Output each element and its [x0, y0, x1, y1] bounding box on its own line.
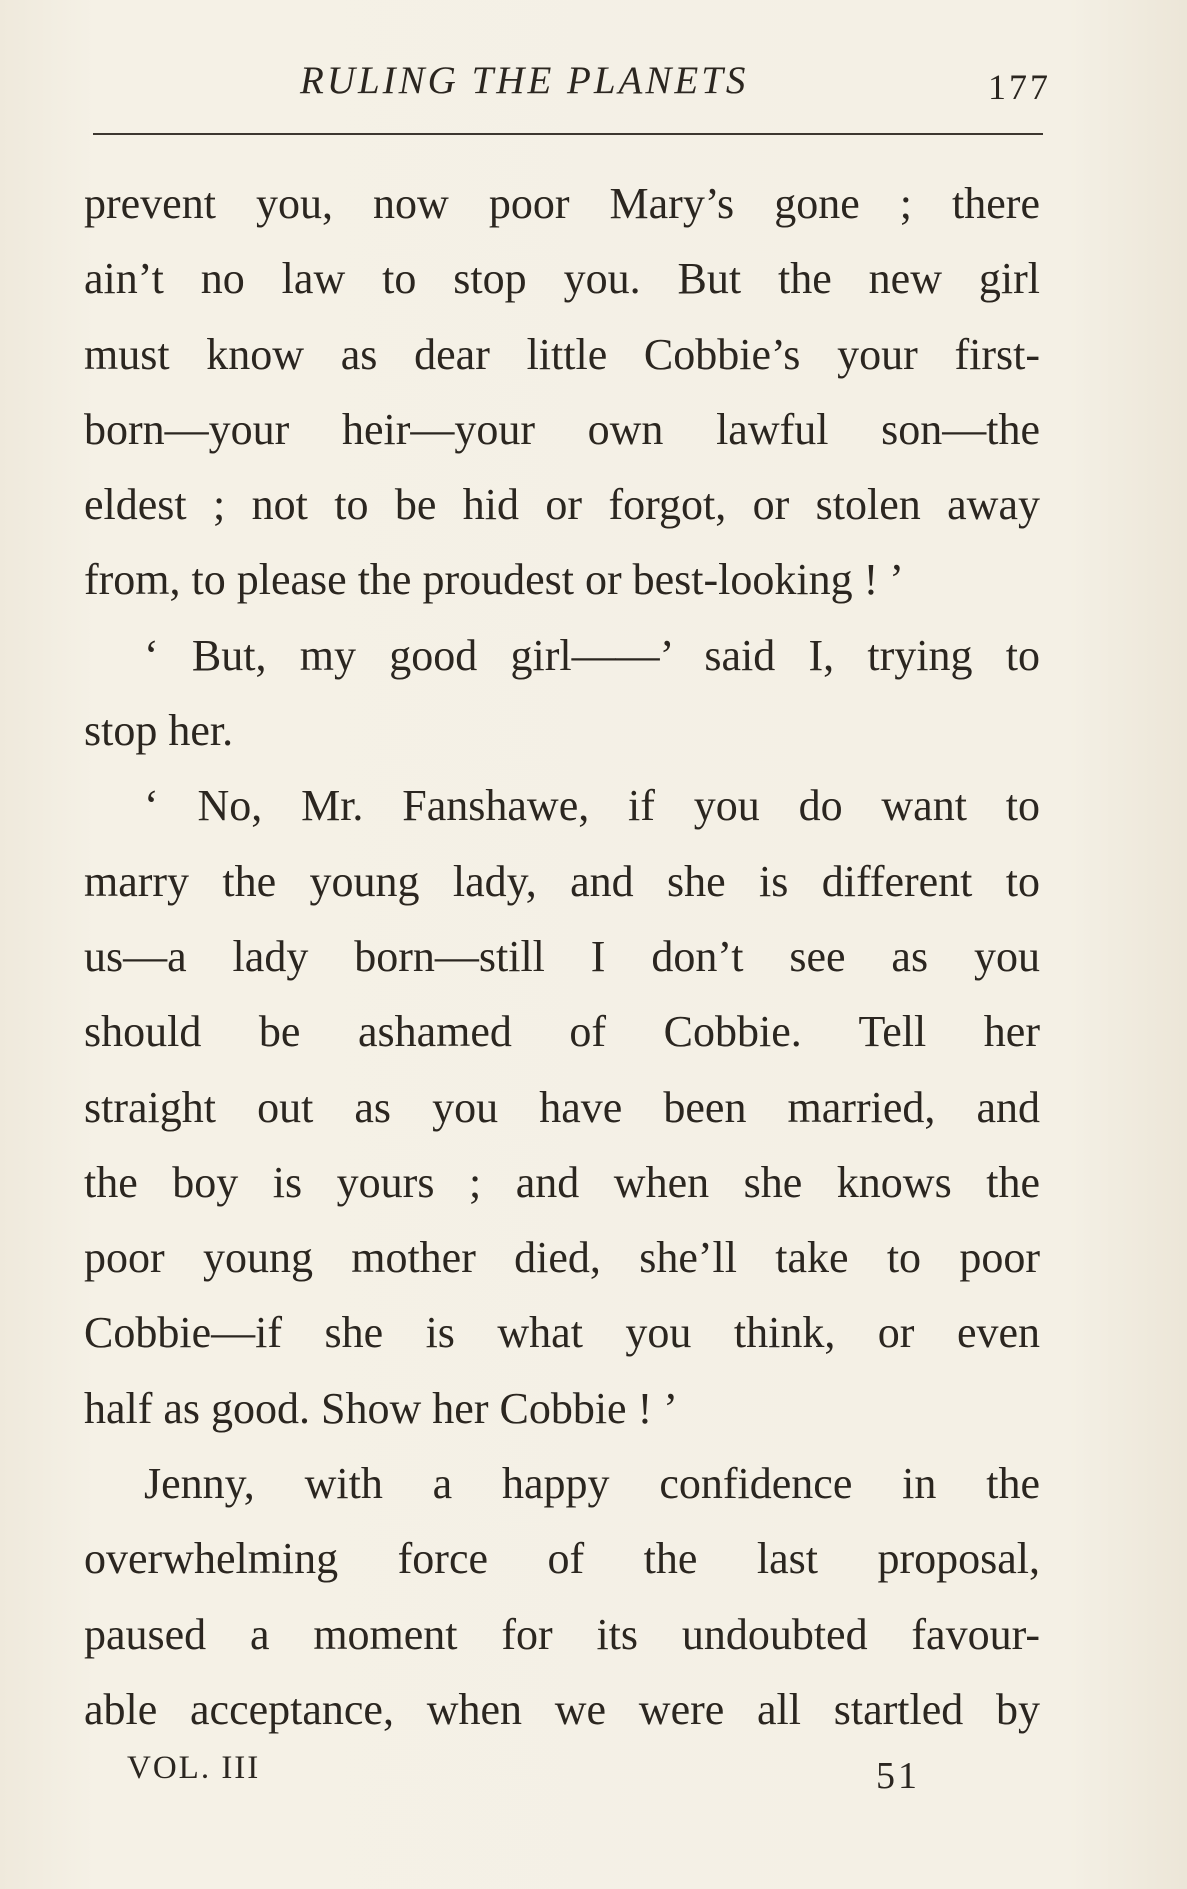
text-line: from, to please the proudest or best-looking ! ’: [84, 555, 904, 605]
text-line: Jenny, with a happy confidence in the: [144, 1459, 1040, 1509]
text-line: paused a moment for its undoubted favour-: [84, 1609, 1040, 1659]
header-rule: [93, 133, 1043, 135]
text-line: ain’t no law to stop you. But the new girl: [84, 254, 1040, 304]
text-line: eldest ; not to be hid or forgot, or stolen away: [84, 480, 1040, 530]
page-number: 177: [988, 67, 1051, 107]
text-line: Cobbie—if she is what you think, or even: [84, 1308, 1040, 1358]
footer: [0, 1750, 1187, 1810]
text-line: should be ashamed of Cobbie. Tell her: [84, 1007, 1040, 1057]
signature-mark: 51: [876, 1755, 920, 1797]
running-head: [0, 58, 1187, 108]
text-line: born—your heir—your own lawful son—the: [84, 404, 1040, 454]
text-line: straight out as you have been married, and: [84, 1082, 1040, 1132]
running-title: RULING THE PLANETS: [300, 59, 749, 102]
text-line: the boy is yours ; and when she knows the: [84, 1157, 1040, 1207]
text-line: poor young mother died, she’ll take to poor: [84, 1233, 1040, 1283]
text-line: us—a lady born—still I don’t see as you: [84, 931, 1040, 981]
text-line: ‘ But, my good girl——’ said I, trying to: [144, 630, 1040, 680]
text-line: ‘ No, Mr. Fanshawe, if you do want to: [144, 781, 1040, 831]
text-line: overwhelming force of the last proposal,: [84, 1534, 1040, 1584]
body-text: [84, 166, 1040, 1747]
volume-label: VOL. III: [127, 1750, 261, 1786]
text-line: prevent you, now poor Mary’s gone ; there: [84, 179, 1040, 228]
text-line: half as good. Show her Cobbie ! ’: [84, 1383, 678, 1433]
text-line: must know as dear little Cobbie’s your first-: [84, 329, 1040, 379]
text-line: able acceptance, when we were all startled by: [84, 1684, 1040, 1734]
text-line: stop her.: [84, 706, 234, 756]
text-line: marry the young lady, and she is different to: [84, 856, 1040, 906]
